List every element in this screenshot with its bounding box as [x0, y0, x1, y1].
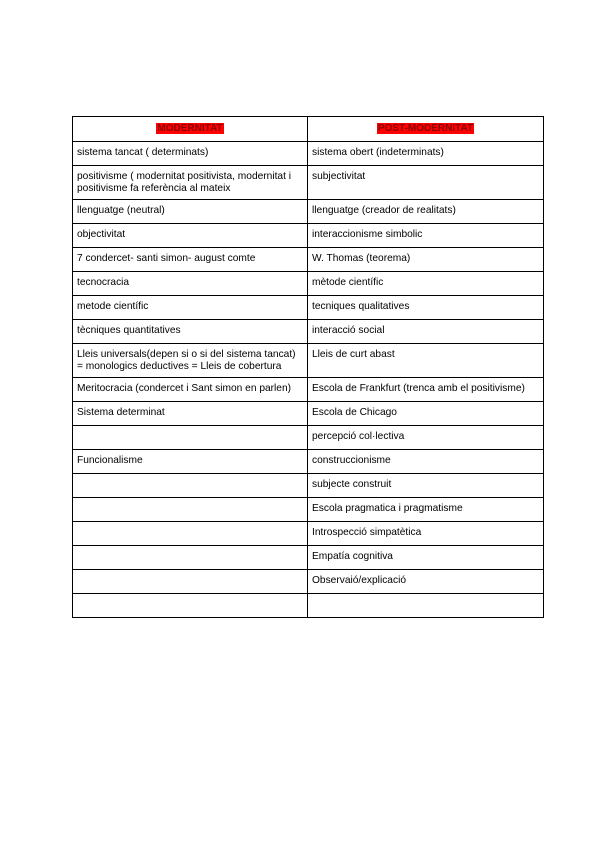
- table-row: [73, 248, 544, 272]
- table-row: [73, 570, 544, 594]
- cell-post-modernitat: W. Thomas (teorema): [308, 248, 544, 272]
- table-row: [73, 320, 544, 344]
- cell-post-modernitat: Lleis de curt abast: [308, 344, 544, 378]
- table-row: [73, 296, 544, 320]
- table-row: [73, 474, 544, 498]
- cell-post-modernitat: interaccionisme simbolic: [308, 224, 544, 248]
- cell-modernitat: Sistema determinat: [73, 402, 308, 426]
- cell-post-modernitat: Introspecció simpatètica: [308, 522, 544, 546]
- table-row: [73, 224, 544, 248]
- table-row: [73, 166, 544, 200]
- table-row: [73, 402, 544, 426]
- table-row: [73, 522, 544, 546]
- cell-post-modernitat: llenguatge (creador de realitats): [308, 200, 544, 224]
- cell-post-modernitat: sistema obert (indeterminats): [308, 142, 544, 166]
- cell-modernitat: Lleis universals(depen si o si del sistema tancat) = monologics deductives = Lleis de cobertura: [73, 344, 308, 378]
- table-row: [73, 142, 544, 166]
- cell-modernitat: positivisme ( modernitat positivista, modernitat i positivisme fa referència al mateix: [73, 166, 308, 200]
- cell-modernitat: Meritocracia (condercet i Sant simon en parlen): [73, 378, 308, 402]
- cell-post-modernitat: tecniques qualitatives: [308, 296, 544, 320]
- cell-post-modernitat: Observaió/explicació: [308, 570, 544, 594]
- table-body: [73, 117, 544, 618]
- table-row: [73, 344, 544, 378]
- cell-post-modernitat: subjecte construit: [308, 474, 544, 498]
- header-label-post-modernitat: POST-MODERNITAT: [377, 123, 474, 134]
- cell-modernitat: [73, 474, 308, 498]
- table-row: [73, 378, 544, 402]
- cell-modernitat: [73, 570, 308, 594]
- cell-post-modernitat: Escola pragmatica i pragmatisme: [308, 498, 544, 522]
- header-label-modernitat: MODERNITAT: [157, 123, 223, 134]
- cell-post-modernitat: [308, 594, 544, 618]
- table-row: [73, 200, 544, 224]
- header-cell-post-modernitat: [308, 117, 544, 142]
- cell-modernitat: 7 condercet- santi simon- august comte: [73, 248, 308, 272]
- cell-modernitat: Funcionalisme: [73, 450, 308, 474]
- table-row: [73, 450, 544, 474]
- cell-post-modernitat: interacció social: [308, 320, 544, 344]
- cell-modernitat: tecnocracia: [73, 272, 308, 296]
- cell-modernitat: [73, 522, 308, 546]
- table-row: [73, 498, 544, 522]
- cell-modernitat: [73, 498, 308, 522]
- cell-post-modernitat: Escola de Frankfurt (trenca amb el positivisme): [308, 378, 544, 402]
- cell-modernitat: sistema tancat ( determinats): [73, 142, 308, 166]
- table-row: [73, 546, 544, 570]
- cell-modernitat: metode científic: [73, 296, 308, 320]
- cell-post-modernitat: Empatía cognitiva: [308, 546, 544, 570]
- header-cell-modernitat: [73, 117, 308, 142]
- cell-post-modernitat: construccionisme: [308, 450, 544, 474]
- cell-modernitat: llenguatge (neutral): [73, 200, 308, 224]
- cell-modernitat: [73, 426, 308, 450]
- cell-post-modernitat: percepció col·lectiva: [308, 426, 544, 450]
- cell-post-modernitat: subjectivitat: [308, 166, 544, 200]
- cell-post-modernitat: mètode científic: [308, 272, 544, 296]
- table-row: [73, 426, 544, 450]
- cell-modernitat: tècniques quantitatives: [73, 320, 308, 344]
- table-row: [73, 272, 544, 296]
- cell-modernitat: [73, 546, 308, 570]
- cell-modernitat: objectivitat: [73, 224, 308, 248]
- cell-modernitat: [73, 594, 308, 618]
- comparison-table: [72, 116, 544, 618]
- header-row: [73, 117, 544, 142]
- cell-post-modernitat: Escola de Chicago: [308, 402, 544, 426]
- table-row: [73, 594, 544, 618]
